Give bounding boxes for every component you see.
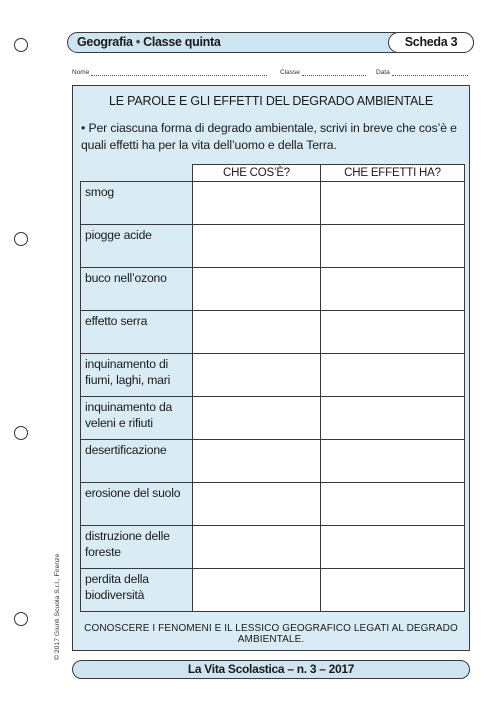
- binder-hole-lower: [14, 426, 28, 440]
- row-label: smog: [81, 182, 193, 225]
- row-label: erosione del suolo: [81, 483, 193, 526]
- row-label: desertificazione: [81, 440, 193, 483]
- name-line[interactable]: [91, 70, 267, 76]
- name-field[interactable]: [72, 69, 267, 76]
- answer-cell-effects[interactable]: [321, 569, 465, 612]
- date-field[interactable]: [376, 69, 468, 76]
- magazine-footer: La Vita Scolastica – n. 3 – 2017: [72, 660, 470, 679]
- date-line[interactable]: [392, 70, 468, 76]
- table-row: [81, 526, 465, 569]
- column-header-what: CHE COS’È?: [193, 165, 321, 182]
- table-row: [81, 483, 465, 526]
- table-row: [81, 354, 465, 397]
- table-row: [81, 268, 465, 311]
- table-row: [81, 397, 465, 440]
- copyright-notice: © 2017 Giunti Scuola S.r.l., Firenze: [54, 553, 61, 660]
- table-row: [81, 569, 465, 612]
- header-bar: [67, 32, 474, 53]
- row-label: piogge acide: [81, 225, 193, 268]
- answer-cell-what[interactable]: [193, 397, 321, 440]
- row-label: buco nell’ozono: [81, 268, 193, 311]
- answer-cell-what[interactable]: [193, 526, 321, 569]
- date-label: Data: [376, 69, 390, 76]
- answer-cell-effects[interactable]: [321, 440, 465, 483]
- answer-cell-effects[interactable]: [321, 182, 465, 225]
- name-label: Nome: [72, 69, 90, 76]
- worksheet-title: LE PAROLE E GLI EFFETTI DEL DEGRADO AMBIENTALE: [109, 94, 433, 108]
- header-subject-text: Geografia: [77, 35, 133, 49]
- table-row: [81, 440, 465, 483]
- answer-cell-what[interactable]: [193, 483, 321, 526]
- table-row: [81, 311, 465, 354]
- table-row: [81, 182, 465, 225]
- answer-cell-what[interactable]: [193, 440, 321, 483]
- answer-cell-effects[interactable]: [321, 526, 465, 569]
- answer-cell-what[interactable]: [193, 225, 321, 268]
- class-line[interactable]: [302, 70, 366, 76]
- row-label: effetto serra: [81, 311, 193, 354]
- header-bullet: •: [135, 35, 140, 49]
- binder-hole-upper: [14, 232, 28, 246]
- binder-hole-bottom: [14, 612, 28, 626]
- answer-cell-effects[interactable]: [321, 311, 465, 354]
- answer-cell-effects[interactable]: [321, 268, 465, 311]
- answer-cell-effects[interactable]: [321, 483, 465, 526]
- table-header-row: [81, 165, 465, 182]
- row-label: perdita della biodiversità: [81, 569, 193, 612]
- column-header-effects: CHE EFFETTI HA?: [321, 165, 465, 182]
- answer-table: [80, 164, 465, 612]
- row-label: inquinamento da veleni e rifiuti: [81, 397, 193, 440]
- instruction-text: • Per ciascuna forma di degrado ambientale, scrivi in breve che cos’è e quali effetti ha per la vita dell’uomo e della Terra.: [81, 121, 457, 152]
- binder-hole-top: [14, 38, 28, 52]
- answer-cell-effects[interactable]: [321, 354, 465, 397]
- answer-cell-what[interactable]: [193, 569, 321, 612]
- header-class-text: Classe quinta: [143, 35, 221, 49]
- answer-cell-what[interactable]: [193, 311, 321, 354]
- table-corner: [81, 165, 193, 182]
- sheet-number: Scheda 3: [388, 32, 474, 53]
- answer-cell-what[interactable]: [193, 268, 321, 311]
- class-label: Classe: [280, 69, 300, 76]
- worksheet-box: [72, 85, 470, 651]
- row-label: distruzione delle foreste: [81, 526, 193, 569]
- header-subject: [77, 35, 220, 49]
- answer-cell-effects[interactable]: [321, 397, 465, 440]
- table-row: [81, 225, 465, 268]
- answer-cell-effects[interactable]: [321, 225, 465, 268]
- answer-cell-what[interactable]: [193, 354, 321, 397]
- class-field[interactable]: [280, 69, 366, 76]
- answer-cell-what[interactable]: [193, 182, 321, 225]
- learning-objective: CONOSCERE I FENOMENI E IL LESSICO GEOGRAFICO LEGATI AL DEGRADO AMBIENTALE.: [84, 623, 458, 645]
- row-label: inquinamento di fiumi, laghi, mari: [81, 354, 193, 397]
